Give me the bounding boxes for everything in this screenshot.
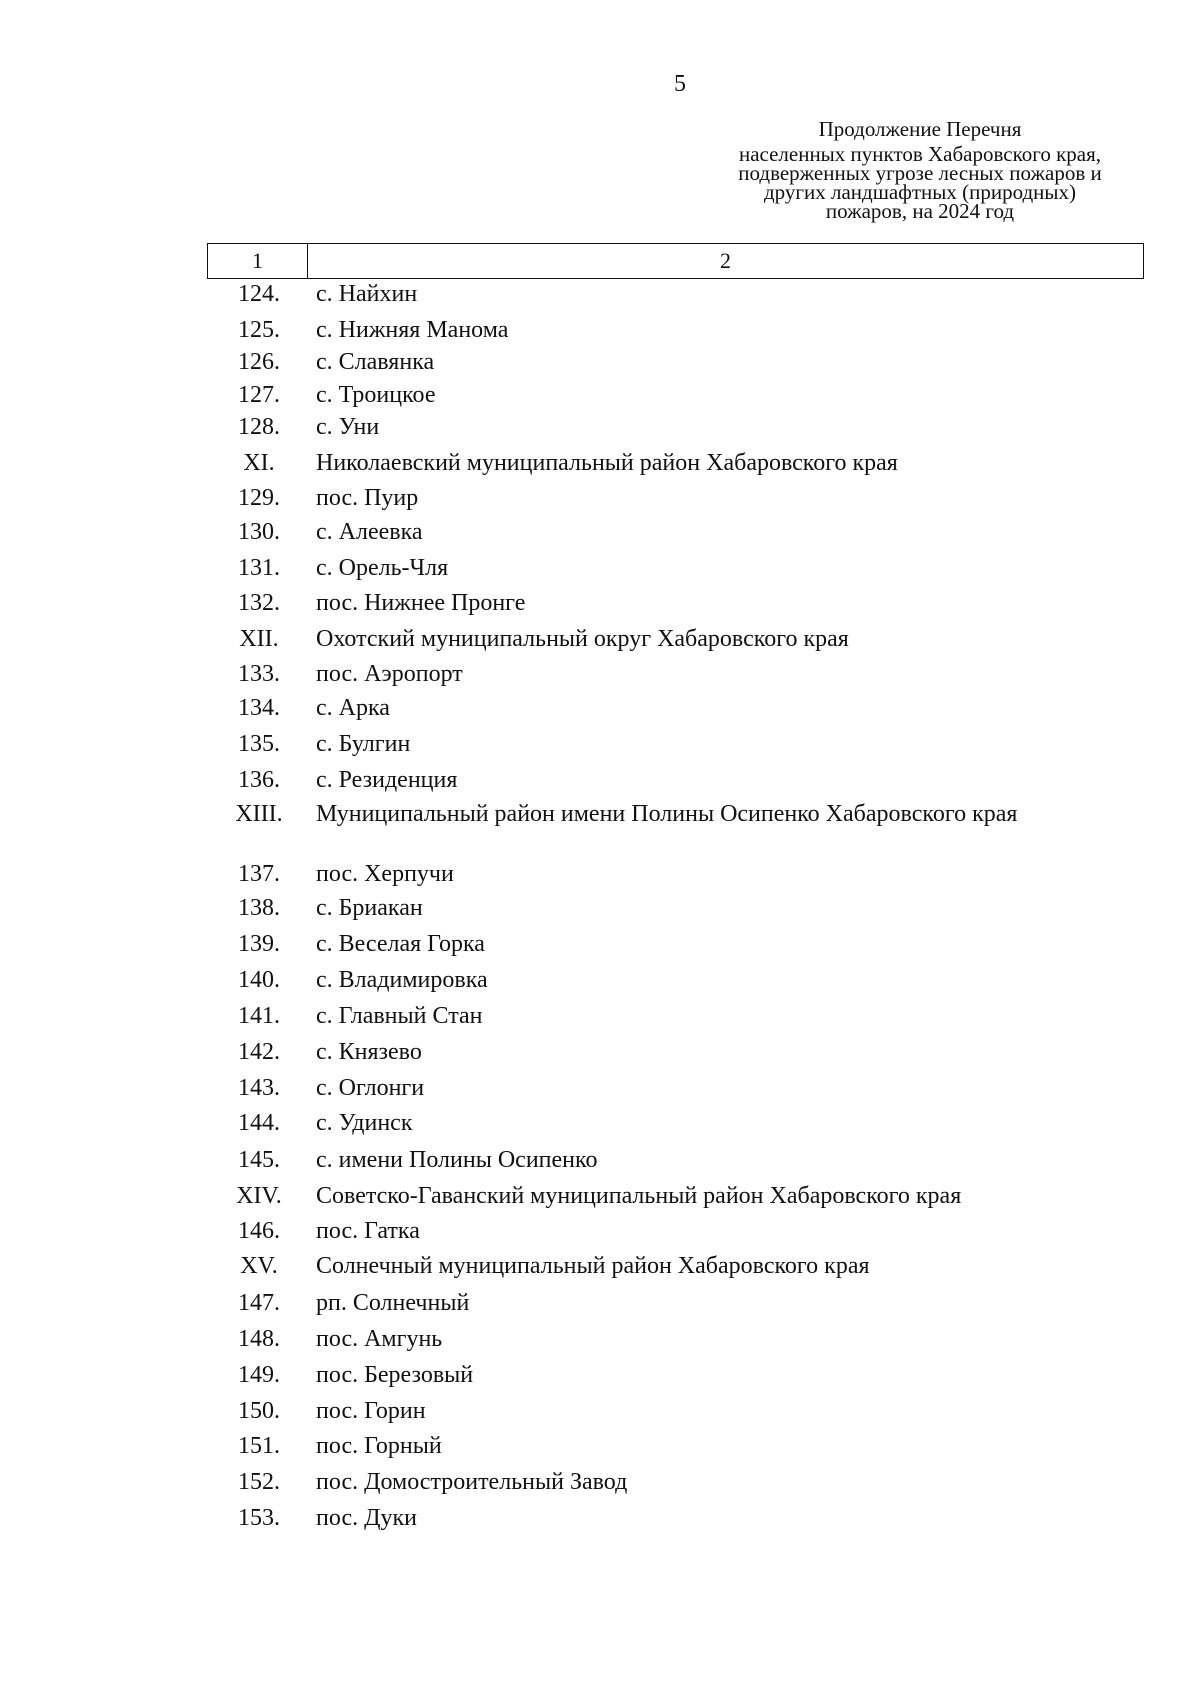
entry-name: с. Уни — [316, 414, 380, 440]
entry-number: XIV. — [236, 1183, 282, 1209]
entry-name: Охотский муниципальный округ Хабаровского края — [316, 626, 849, 652]
entry-number: 125. — [238, 317, 280, 343]
heading-line: населенных пунктов Хабаровского края, — [738, 142, 1102, 166]
entry-name: с. Алеевка — [316, 519, 423, 545]
heading-line: подверженных угрозе лесных пожаров и — [738, 161, 1102, 185]
entry-name: Николаевский муниципальный район Хабаровского края — [316, 450, 898, 476]
entry-number: 137. — [238, 861, 280, 887]
entry-name: с. Арка — [316, 695, 390, 721]
entry-name: пос. Аэропорт — [316, 661, 463, 687]
entry-name: с. Булгин — [316, 731, 411, 757]
table-header-col-name: 2 — [720, 248, 731, 273]
entry-number: 143. — [238, 1075, 280, 1101]
entry-number: 142. — [238, 1039, 280, 1065]
entry-number: XIII. — [235, 801, 283, 827]
entry-number: 152. — [238, 1469, 280, 1495]
entry-name: пос. Дуки — [316, 1505, 417, 1531]
entry-name: с. Бриакан — [316, 895, 423, 921]
entry-number: 135. — [238, 731, 280, 757]
document-heading — [700, 117, 1140, 223]
entry-name: Советско-Гаванский муниципальный район Хабаровского края — [316, 1183, 962, 1209]
entry-name: с. Оглонги — [316, 1075, 425, 1101]
entry-number: 134. — [238, 695, 280, 721]
heading-line: пожаров, на 2024 год — [825, 199, 1015, 223]
table-header-row — [207, 243, 1144, 279]
entry-number: 146. — [238, 1218, 280, 1244]
entry-number: 145. — [238, 1147, 280, 1173]
entry-number: 130. — [238, 519, 280, 545]
entry-name: пос. Березовый — [316, 1362, 474, 1388]
entry-name: с. Веселая Горка — [316, 931, 485, 957]
entry-number: 140. — [238, 967, 280, 993]
entry-name: Солнечный муниципальный район Хабаровского края — [316, 1253, 870, 1279]
entry-name: рп. Солнечный — [316, 1290, 470, 1316]
entry-name: с. Резиденция — [316, 767, 458, 793]
entry-number: 147. — [238, 1290, 280, 1316]
entry-name: пос. Гатка — [316, 1218, 420, 1244]
entry-number: XII. — [239, 626, 279, 652]
entry-number: 126. — [238, 349, 280, 375]
entry-name: пос. Нижнее Пронге — [316, 590, 526, 616]
entry-number: 131. — [238, 555, 280, 581]
entry-name: с. Орель-Чля — [316, 555, 449, 581]
entry-number: 148. — [238, 1326, 280, 1352]
entry-number: 136. — [238, 767, 280, 793]
entry-name: с. Троицкое — [316, 382, 436, 408]
entry-name: с. Славянка — [316, 349, 435, 375]
entry-number: 139. — [238, 931, 280, 957]
entry-number: 149. — [238, 1362, 280, 1388]
entry-name: с. имени Полины Осипенко — [316, 1147, 598, 1173]
entry-name: с. Найхин — [316, 281, 418, 307]
entry-name: с. Князево — [316, 1039, 422, 1065]
entry-number: XV. — [240, 1253, 278, 1279]
entry-number: XI. — [243, 450, 275, 476]
entry-name: с. Главный Стан — [316, 1003, 483, 1029]
entry-name: с. Удинск — [316, 1110, 413, 1136]
entry-name: с. Владимировка — [316, 967, 488, 993]
entry-number: 124. — [238, 281, 280, 307]
entry-number: 144. — [238, 1110, 280, 1136]
entry-name: пос. Пуир — [316, 485, 419, 511]
entry-number: 138. — [238, 895, 280, 921]
heading-line: других ландшафтных (природных) — [764, 180, 1076, 204]
page-number: 5 — [674, 71, 686, 97]
entry-number: 132. — [238, 590, 280, 616]
entry-name: пос. Амгунь — [316, 1326, 443, 1352]
entry-number: 153. — [238, 1505, 280, 1531]
entry-name: Муниципальный район имени Полины Осипенко Хабаровского края — [316, 801, 1018, 827]
entry-number: 127. — [238, 382, 280, 408]
entry-number: 141. — [238, 1003, 280, 1029]
entry-name: пос. Домостроительный Завод — [316, 1469, 628, 1495]
table-header-col-number: 1 — [208, 244, 308, 278]
heading-title: Продолжение Перечня — [818, 117, 1022, 141]
entry-name: пос. Херпучи — [316, 861, 454, 887]
entry-name: с. Нижняя Манома — [316, 317, 509, 343]
entry-number: 151. — [238, 1433, 280, 1459]
entry-number: 129. — [238, 485, 280, 511]
entry-number: 128. — [238, 414, 280, 440]
entry-number: 150. — [238, 1398, 280, 1424]
entry-name: пос. Горин — [316, 1398, 426, 1424]
entry-name: пос. Горный — [316, 1433, 442, 1459]
entry-number: 133. — [238, 661, 280, 687]
